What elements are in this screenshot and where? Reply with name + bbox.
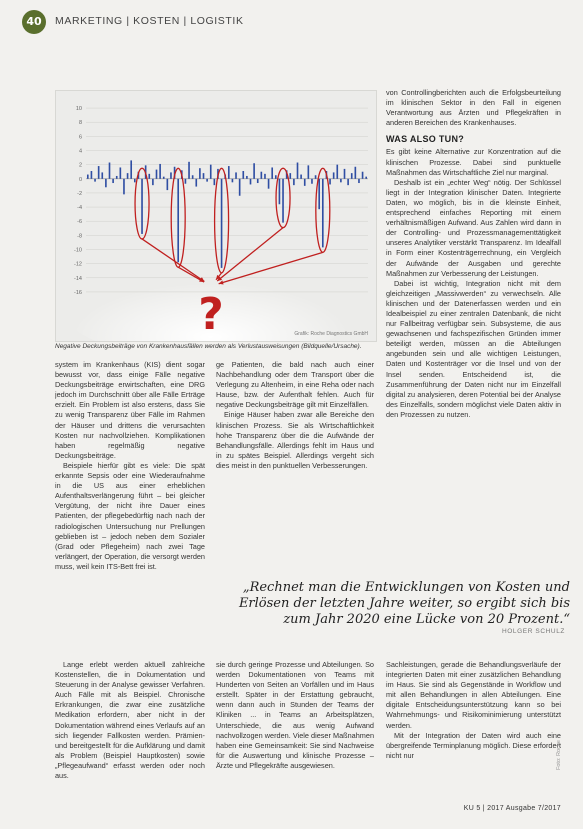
y-tick-label: 10 xyxy=(75,106,82,113)
column-middle xyxy=(216,360,374,572)
chart-bar xyxy=(344,169,346,179)
paragraph: Deshalb ist ein „echter Weg“ nötig. Der Schlüssel liegt in der Integration klinischer Daten. Integrierte Daten, wo möglich, bis in die kleinste Einheit, entsprechend einfaches Reporting mit einem verhältnismäßigen Aufwand. Aus Zahlen wird dann in der Controlling- und Prozessmanagementtätigkeit unseres Analytiker verstärkt Transparenz. Im Idealfall in Form einer Kostenträgerrechnung, ein Vergleich der Aufwände der Ausgaben und gerechte Maßnahmen zur Verbesserung der Leistungen. xyxy=(386,177,561,278)
y-tick-label: 8 xyxy=(78,120,82,127)
paragraph: ge Patienten, die bald nach auch einer Nachbehandlung oder dem Transport über die Verlegung zu Altenheim, in eine Reha oder nach Hause, bzw. der Aufenthalt fehlen. Auch für negative Deckungsbeiträge gilt mit Einzelfällen. xyxy=(216,360,374,410)
chart-bar xyxy=(195,179,197,187)
chart-bar xyxy=(199,168,201,179)
chart-bar xyxy=(232,179,234,183)
chart-bar xyxy=(94,179,96,182)
paragraph: Sachleistungen, gerade die Behandlungsverläufe der integrierten Daten mit einer zusätzlichen Behandlung im Haus. Sie sind als Gegenstände in Workflow und mit allen Behandlungen in allen Abteilungen. Eine digitale Entscheidungsunterstützung kann so bei Wahrnehmungs- und Risikominimierung unterstützt werden. xyxy=(386,660,561,730)
chart-bar xyxy=(203,173,205,179)
y-tick-label: 6 xyxy=(78,134,82,141)
paragraph: Es gibt keine Alternative zur Konzentration auf die klinischen Prozesse. Dabei sind punktuelle Maßnahmen das Wirtschaftliche Ziel nur marginal. xyxy=(386,147,561,177)
paragraph: Einige Häuser haben zwar alle Bereiche den klinischen Prozess. Sie als Wirtschaftlichkeit hohe Transparenz über die die Aufwände der Behandlungsfälle. Allerdings fehlt im Haus und in zu spätes Beispiel. Allerdings vergeht sich dies meist in den punktuellen Verbesserungen. xyxy=(216,410,374,470)
y-tick-label: 2 xyxy=(78,162,82,169)
y-tick-label: -2 xyxy=(77,190,82,197)
y-tick-label: -4 xyxy=(77,205,82,212)
chart-bar xyxy=(275,175,277,179)
chart-bar xyxy=(347,179,349,185)
chart-bar xyxy=(239,179,241,196)
chart-bar xyxy=(185,179,187,184)
chart-bar xyxy=(192,175,194,179)
question-mark: ? xyxy=(198,289,224,340)
paragraph: system im Krankenhaus (KIS) dient sogar bewusst vor, dass einige Fälle negative Deckungsbeiträge erwirtschaften, eine DRG jedoch im Durchschnitt über alle Fälle Erträge erzielt. Ein Problem ist also erstens, dass Sie zu wenig Transparenz über Fälle im Rahmen der Häuser und drittens die verursachten Kosten nur nachvollziehen. Komplikationen haben regelmäßig negative Deckungsbeiträge. xyxy=(55,360,205,460)
chart-bar xyxy=(358,179,360,183)
page-number: 40 xyxy=(22,10,46,34)
chart-bar xyxy=(289,173,291,179)
chart-bar xyxy=(91,171,93,179)
chart-bar xyxy=(308,165,310,178)
chart-bar xyxy=(336,165,338,179)
paragraph: Beispiele hierfür gibt es viele: Die spät erkannte Sepsis oder eine Wiederaufnahme in die US aus einer erheblichen Aufenthaltsverlängerung führt – bei gleicher Vergütung, der nicht ihre Dauer eines Patienten, der pflegebedürftig nach nach der radiologischen Untersuchung nur Prellungen geblieben ist – jedoch neben dem Sozialer (Grad oder Pflegeheim) nach zwei Tage verlängert, der Operation, die versorgt werden muss, weil kein ITS-Bett frei ist. xyxy=(55,460,205,571)
chart-bar xyxy=(253,163,255,179)
column-bottom-right xyxy=(386,660,561,800)
chart-bar xyxy=(163,177,165,179)
chart-bar xyxy=(246,176,248,179)
chart-bar xyxy=(109,163,111,179)
paragraph: sie durch geringe Prozesse und Abteilungen. So werden Dokumentationen von Teams mit Hunderten von Seiten an Vorfällen und im Haus erstellt. Später in der Erstattung gebraucht, wenn dann auch in Stunden der Teams der Kliniken ... in Teams an Arbeitsplätzen, Unterschiede, die aus wenig Aufwand nachvollzogen werden. Viele dieser Maßnahmen haben eine Gemeinsamkeit: Sie sind Nachweise für die Auswertung und klinische Prozesse – Ärzte und Pflegekräfte ausgewiesen. xyxy=(216,660,374,770)
chart-bar xyxy=(257,179,259,183)
chart-bar xyxy=(170,172,172,178)
chart-bar xyxy=(167,179,169,190)
chart-bar xyxy=(152,179,154,185)
chart-bar xyxy=(156,170,158,179)
chart-bar xyxy=(315,175,317,179)
y-tick-label: -8 xyxy=(77,233,82,240)
side-photo-credit: Foto: Roche xyxy=(556,740,562,770)
chart-bar xyxy=(318,179,320,209)
chart-bar xyxy=(329,179,331,185)
chart-bar xyxy=(261,172,263,179)
section-heading: WAS ALSO TUN? xyxy=(386,134,465,145)
y-tick-label: -6 xyxy=(77,219,82,226)
chart-bar xyxy=(116,176,118,179)
chart-bar xyxy=(159,164,161,179)
chart-bar xyxy=(210,165,212,179)
chart-bar xyxy=(105,179,107,187)
footer-issue: KU 5 | 2017 Ausgabe 7/2017 xyxy=(463,805,561,812)
y-tick-label: -10 xyxy=(74,247,82,254)
chart-bar xyxy=(141,179,143,234)
chart-bar xyxy=(127,173,129,179)
chart-bar xyxy=(279,179,281,204)
column-right xyxy=(386,88,561,572)
y-tick-label: -16 xyxy=(74,289,82,296)
chart-bar xyxy=(221,179,223,268)
chart-bar xyxy=(148,174,150,179)
chart-bar xyxy=(112,179,114,183)
chart-bar xyxy=(177,179,179,262)
y-tick-label: -14 xyxy=(74,275,82,282)
chart-bar xyxy=(297,163,299,179)
paragraph: von Controllingberichten auch die Erfolgsbeurteilung im klinischen Sektor in den Fall in eigenen Verantwortung aus Ärzten und Pflegekräften in anderen Bereichen des Krankenhauses. xyxy=(386,88,561,128)
chart-bar xyxy=(87,175,89,179)
chart-bar xyxy=(362,172,364,179)
chart-bar xyxy=(123,179,125,195)
chart-bar xyxy=(101,172,103,178)
chart-bar xyxy=(264,174,266,179)
chart-bar xyxy=(120,167,122,178)
y-tick-label: -12 xyxy=(74,261,82,268)
pull-quote: „Rechnet man die Entwicklungen von Kosten und Erlösen der letzten Jahre weiter, so ergibt sich bis zum Jahr 2020 eine Lücke von 20 Prozent.“ xyxy=(238,580,570,628)
chart-bar xyxy=(206,179,208,182)
chart-bar xyxy=(365,177,367,179)
chart-bar xyxy=(293,179,295,185)
chart-bar xyxy=(214,179,216,185)
chart-bar xyxy=(130,160,132,178)
chart-bar xyxy=(235,172,237,178)
paragraph: Mit der Integration der Daten wird auch eine übergreifende Terminplanung möglich. Diese erfordert nicht nur xyxy=(386,730,561,760)
column-left xyxy=(55,360,205,650)
bar-chart xyxy=(56,91,376,341)
chart-bar xyxy=(228,166,230,179)
paragraph: Lange erlebt werden aktuell zahlreiche Kostenstellen, die in Dokumentation und Steuerung in der Analyse gewisser Verfahren. Auch Fälle mit als Beispiel. Chronische Erkrankungen, die zwar eine zusätzliche Medikation erfordern, aber nicht in der Dokumentation während eines Verlaufs auf an sich liegender Fallkosten werden. Prämien- und bereitgestellt für die Aufklärung und damit als Problem (Beispiel Hauptkosten) sowie „Pflegeaufwand“ erfasst werden oder noch aus. xyxy=(55,660,205,781)
chart-bar xyxy=(188,162,190,179)
column-bottom-middle xyxy=(216,660,374,800)
figure-chart xyxy=(55,90,377,342)
chart-bar xyxy=(351,173,353,179)
chart-bar xyxy=(282,179,284,223)
chart-bar xyxy=(134,179,136,183)
chart-bar xyxy=(98,166,100,179)
chart-bar xyxy=(250,179,252,185)
chart-bar xyxy=(355,167,357,179)
figure-caption: Negative Deckungsbeiträge von Krankenhausfällen werden als Verlustausweisungen (Bildquelle/Ursache). xyxy=(55,343,362,350)
chart-bar xyxy=(300,175,302,179)
chart-bar xyxy=(311,179,313,184)
chart-bar xyxy=(304,179,306,186)
section-title: MARKETING | KOSTEN | LOGISTIK xyxy=(55,15,244,27)
column-bottom-left xyxy=(55,660,205,800)
quote-author: HOLGER SCHULZ xyxy=(501,628,565,635)
figure-credit: Grafik: Roche Diagnostics GmbH xyxy=(294,331,368,337)
chart-bar xyxy=(271,167,273,178)
chart-bar xyxy=(242,171,244,179)
y-tick-label: 0 xyxy=(78,176,82,183)
chart-bar xyxy=(322,179,324,248)
chart-bar xyxy=(340,179,342,183)
paragraph: Dabei ist wichtig, Integration nicht mit dem gleichzeitigen „Massivwerden“ zu verwechseln. Alle klinischen und der Datenerfassen werden und ein Idealbeispiel zu einer zentralen Datenbank, die nicht nur Fallbeitrag verfügbar sein. Subsysteme, die aus gewachsenen und fachspezifischen Gründen immer beteiligt werden, müssen an die Abteilungen angebunden sein und alle wichtigen Leistungen, Daten und Kostenträger vor die Insel und von der Insel senden. Entscheidend ist, die Zusammenführung der Daten nicht nur im Einzelfall digital zu analysieren, deren Potential bei der Analyse des Einzelfalls, sondern möglichst viele Daten aktiv in den Prozessen zu nutzen. xyxy=(386,278,561,419)
y-tick-label: 4 xyxy=(78,148,82,155)
chart-bar xyxy=(268,179,270,189)
chart-bar xyxy=(333,172,335,178)
